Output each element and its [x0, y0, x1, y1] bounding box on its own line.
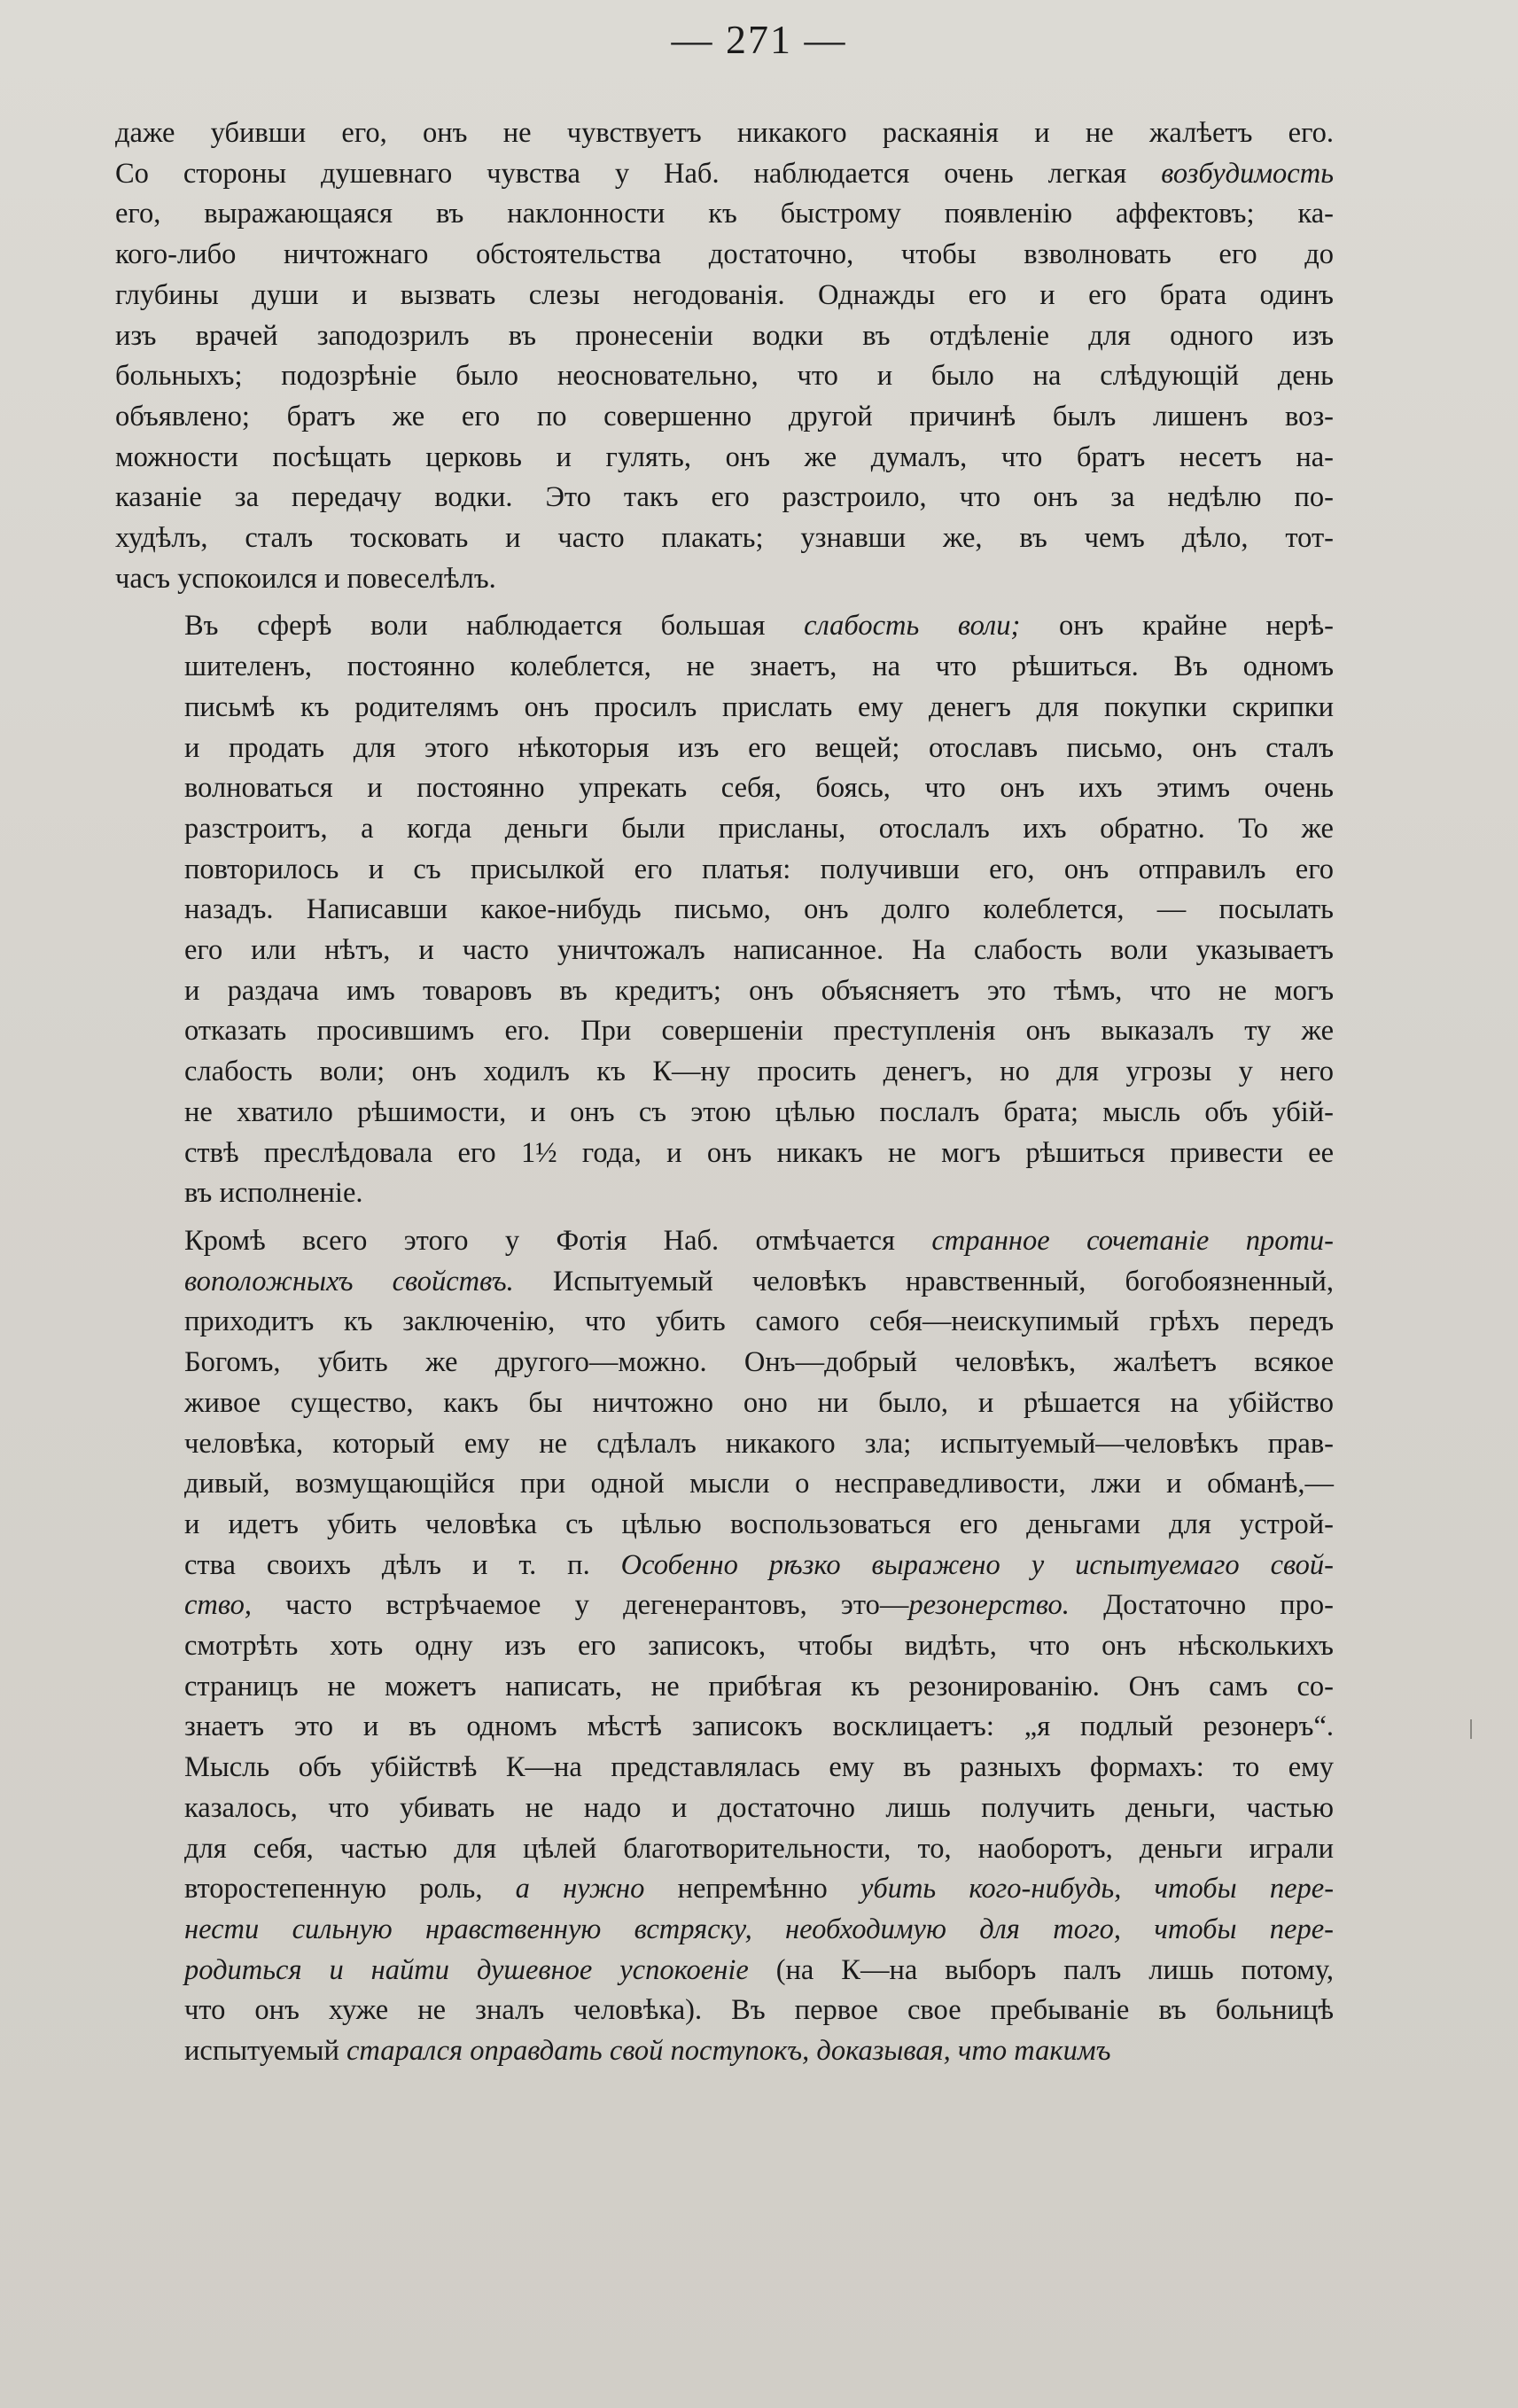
text-segment: волноваться и постоянно упрекать себя, боясь, что онъ ихъ этимъ очень: [184, 772, 1334, 805]
text-line: [115, 971, 1334, 1012]
text-line: [115, 1093, 1334, 1134]
text-line: [115, 1343, 1334, 1383]
text-segment: Богомъ, убить же другого—можно. Онъ—добрый человѣкъ, жалѣетъ всякое: [184, 1346, 1334, 1379]
text-line: [115, 235, 1334, 276]
text-segment: непремѣнно: [644, 1873, 860, 1905]
text-segment: даже убивши его, онъ не чувствуетъ никакого раскаянія и не жалѣетъ его.: [115, 117, 1334, 149]
text-line: [115, 688, 1334, 729]
text-segment: часто встрѣчаемое у дегенерантовъ, это—: [251, 1589, 909, 1622]
italic-text: убить кого-нибудь, чтобы пере-: [860, 1873, 1335, 1905]
text-segment: для себя, частью для цѣлей благотворительности, то, наоборотъ, деньги играли: [184, 1832, 1334, 1865]
text-line: [115, 154, 1334, 195]
text-segment: кого-либо ничтожнаго обстоятельства достаточно, чтобы взволновать его до: [115, 238, 1334, 271]
scan-mark: [1470, 1719, 1472, 1739]
text-segment: ствѣ преслѣдовала его 1½ года, и онъ никакъ не могъ рѣшиться привести ее: [184, 1136, 1334, 1169]
text-segment: больныхъ; подозрѣніе было неосновательно, что и было на слѣдующій день: [115, 360, 1334, 393]
text-segment: Кромѣ всего этого у Фотія Наб. отмѣчается: [184, 1224, 932, 1257]
text-segment: Въ сферѣ воли наблюдается большая: [184, 610, 805, 643]
italic-text: странное сочетаніе проти-: [931, 1224, 1334, 1257]
text-segment: изъ врачей заподозрилъ въ пронесеніи водки въ отдѣленіе для одного изъ: [115, 319, 1334, 352]
text-segment: и продать для этого нѣкоторыя изъ его вещей; отославъ письмо, онъ сталъ: [184, 731, 1334, 764]
paragraph: [115, 1221, 1334, 2072]
text-line: [115, 559, 1334, 600]
text-line: [115, 890, 1334, 931]
text-line: [115, 2031, 1334, 2072]
body-text: [115, 113, 1334, 2079]
text-segment: и идетъ убить человѣка съ цѣлью воспользоваться его деньгами для устрой-: [184, 1508, 1334, 1540]
text-segment: что онъ хуже не зналъ человѣка). Въ первое свое пребываніе въ больницѣ: [184, 1994, 1334, 2027]
text-line: [115, 113, 1334, 154]
text-line: [115, 1667, 1334, 1708]
text-segment: страницъ не можетъ написать, не прибѣгая къ резонированію. Онъ самъ со-: [184, 1670, 1334, 1703]
text-segment: знаетъ это и въ одномъ мѣстѣ записокъ восклицаетъ: „я подлый резонеръ“.: [184, 1711, 1334, 1743]
text-segment: (на К—на выборъ палъ лишь потому,: [748, 1953, 1334, 1986]
text-segment: его или нѣтъ, и часто уничтожалъ написанное. На слабость воли указываетъ: [184, 934, 1334, 967]
text-segment: ства своихъ дѣлъ и т. п.: [184, 1548, 621, 1581]
text-line: [115, 729, 1334, 769]
italic-text: а нужно: [515, 1873, 645, 1905]
text-segment: его, выражающаяся въ наклонности къ быстрому появленію аффектовъ; ка-: [115, 198, 1334, 230]
text-segment: разстроитъ, а когда деньги были присланы, отослалъ ихъ обратно. То же: [184, 812, 1334, 845]
text-segment: шителенъ, постоянно колеблется, не знаетъ, на что рѣшиться. Въ одномъ: [184, 651, 1334, 683]
text-segment: второстепенную роль,: [184, 1873, 516, 1905]
text-segment: приходитъ къ заключенію, что убить самого себя—неискупимый грѣхъ передъ: [184, 1305, 1334, 1338]
text-line: [115, 1302, 1334, 1343]
text-line: [115, 438, 1334, 479]
text-line: [115, 647, 1334, 688]
text-line: [115, 1626, 1334, 1667]
text-line: [115, 1383, 1334, 1424]
text-segment: живое существо, какъ бы ничтожно оно ни было, и рѣшается на убійство: [184, 1386, 1334, 1419]
text-line: [115, 518, 1334, 559]
italic-text: резонерство.: [908, 1589, 1070, 1622]
text-segment: казаніе за передачу водки. Это такъ его разстроило, что онъ за недѣлю по-: [115, 481, 1334, 514]
text-segment: Достаточно про-: [1069, 1589, 1334, 1622]
text-segment: глубины души и вызвать слезы негодованія. Однажды его и его брата одинъ: [115, 278, 1334, 311]
text-segment: Испытуемый человѣкъ нравственный, богобоязненный,: [513, 1265, 1334, 1298]
text-line: [115, 1788, 1334, 1829]
text-line: [115, 1991, 1334, 2031]
text-line: [115, 1262, 1334, 1303]
text-line: [115, 194, 1334, 235]
text-line: [115, 1011, 1334, 1052]
text-line: [115, 1546, 1334, 1586]
text-line: [115, 1748, 1334, 1788]
text-line: [115, 276, 1334, 316]
text-line: [115, 1173, 1334, 1214]
italic-text: слабость воли;: [804, 610, 1021, 643]
text-line: [115, 931, 1334, 971]
text-line: [115, 1829, 1334, 1870]
italic-text: старался оправдать свой поступокъ, доказывая, что такимъ: [346, 2035, 1111, 2068]
text-line: [115, 1134, 1334, 1174]
text-line: [115, 1586, 1334, 1626]
text-segment: онъ крайне нерѣ-: [1020, 610, 1334, 643]
text-line: [115, 1707, 1334, 1748]
paragraph: [115, 113, 1334, 599]
text-segment: Со стороны душевнаго чувства у Наб. наблюдается очень легкая: [115, 157, 1162, 190]
text-segment: повторилось и съ присылкой его платья: получивши его, онъ отправилъ его: [184, 853, 1334, 885]
text-line: [115, 316, 1334, 357]
text-line: [115, 478, 1334, 518]
text-segment: объявлено; братъ же его по совершенно другой причинѣ былъ лишенъ воз-: [115, 400, 1334, 433]
text-line: [115, 1910, 1334, 1951]
text-line: [115, 809, 1334, 850]
text-segment: отказать просившимъ его. При совершеніи преступленія онъ выказалъ ту же: [184, 1015, 1334, 1048]
text-line: [115, 356, 1334, 397]
text-line: [115, 1505, 1334, 1546]
text-segment: письмѣ къ родителямъ онъ просилъ прислать ему денегъ для покупки скрипки: [184, 690, 1334, 723]
text-segment: человѣка, который ему не сдѣлалъ никакого зла; испытуемый—человѣкъ прав-: [184, 1427, 1334, 1460]
text-line: [115, 397, 1334, 438]
italic-text: родиться и найти душевное успокоеніе: [184, 1953, 749, 1986]
text-line: [115, 1951, 1334, 1991]
text-line: [115, 850, 1334, 891]
text-segment: слабость воли; онъ ходилъ къ К—ну просить денегъ, но для угрозы у него: [184, 1056, 1334, 1088]
text-segment: дивый, возмущающійся при одной мысли о несправедливости, лжи и обманѣ,—: [184, 1468, 1334, 1500]
text-segment: казалось, что убивать не надо и достаточно лишь получить деньги, частью: [184, 1791, 1334, 1824]
text-line: [115, 1424, 1334, 1465]
text-segment: худѣлъ, сталъ тосковать и часто плакать; узнавши же, въ чемъ дѣло, тот-: [115, 522, 1334, 555]
text-segment: и раздача имъ товаровъ въ кредитъ; онъ объясняетъ это тѣмъ, что не могъ: [184, 974, 1334, 1007]
text-line: [115, 1052, 1334, 1093]
text-line: [115, 768, 1334, 809]
page-number: — 271 —: [671, 17, 847, 62]
italic-text: Особенно рѣзко выражено у испытуемаго свой-: [620, 1548, 1335, 1581]
text-segment: не хватило рѣшимости, и онъ съ этою цѣлью послалъ брата; мысль объ убій-: [184, 1095, 1334, 1128]
paragraph: [115, 606, 1334, 1214]
text-segment: можности посѣщать церковь и гулять, онъ же думалъ, что братъ несетъ на-: [115, 440, 1334, 473]
text-segment: смотрѣть хоть одну изъ его записокъ, чтобы видѣть, что онъ нѣсколькихъ: [184, 1630, 1334, 1663]
text-segment: назадъ. Написавши какое-нибудь письмо, онъ долго колеблется, — посылать: [184, 893, 1334, 926]
text-segment: часъ успокоился и повеселѣлъ.: [115, 562, 496, 595]
italic-text: воположныхъ свойствъ.: [184, 1265, 514, 1298]
text-line: [115, 1869, 1334, 1910]
text-segment: Мысль объ убійствѣ К—на представлялась ему въ разныхъ формахъ: то ему: [184, 1751, 1334, 1784]
text-segment: испытуемый: [184, 2035, 346, 2068]
text-line: [115, 1221, 1334, 1262]
italic-text: возбудимость: [1161, 157, 1334, 190]
text-line: [115, 1464, 1334, 1505]
text-segment: въ исполненіе.: [184, 1177, 363, 1210]
italic-text: нести сильную нравственную встряску, необходимую для того, чтобы пере-: [184, 1913, 1334, 1945]
text-line: [115, 606, 1334, 647]
italic-text: ство,: [184, 1589, 252, 1622]
